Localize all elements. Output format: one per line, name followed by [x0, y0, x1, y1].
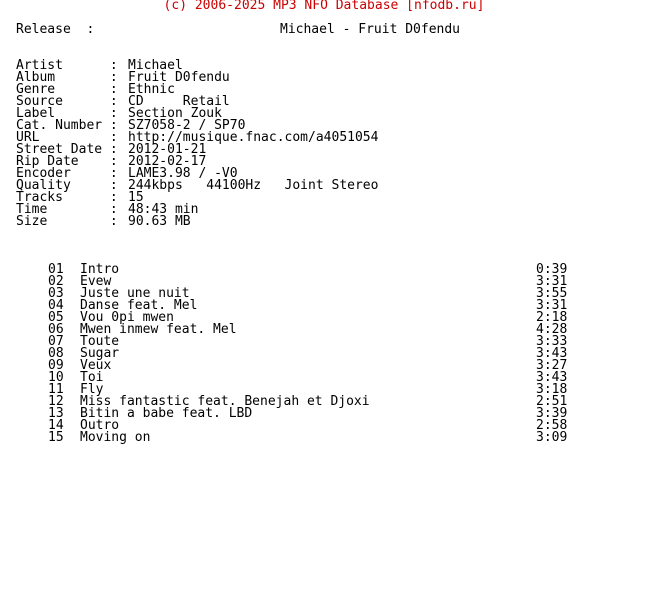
info-value: LAME3.98 / -V0	[128, 166, 238, 181]
track-time: 4:28	[536, 322, 568, 337]
track-title: Evew	[80, 274, 112, 289]
info-key: Size :	[16, 214, 118, 229]
track-title: Outro	[80, 418, 120, 433]
release-label: Release :	[16, 22, 95, 37]
info-key: URL :	[16, 130, 118, 145]
info-value: 2012-01-21	[128, 142, 207, 157]
site-header: (c) 2006-2025 MP3 NFO Database [nfodb.ru]	[163, 0, 485, 13]
track-title: Fly	[80, 382, 104, 397]
info-key: Artist :	[16, 58, 118, 73]
track-time: 3:09	[536, 430, 568, 445]
info-key: Street Date :	[16, 142, 118, 157]
track-title: Mwen inmew feat. Mel	[80, 322, 237, 337]
track-number: 10	[48, 370, 64, 385]
track-time: 3:33	[536, 334, 568, 349]
track-number: 13	[48, 406, 64, 421]
track-time: 2:51	[536, 394, 568, 409]
info-value: Section Zouk	[128, 106, 222, 121]
info-value: 2012-02-17	[128, 154, 207, 169]
track-title: Vou 0pi mwen	[80, 310, 174, 325]
track-number: 08	[48, 346, 64, 361]
info-key: Rip Date :	[16, 154, 118, 169]
track-number: 14	[48, 418, 64, 433]
track-number: 03	[48, 286, 64, 301]
info-value: 48:43 min	[128, 202, 199, 217]
track-time: 3:31	[536, 298, 568, 313]
track-time: 3:27	[536, 358, 568, 373]
track-time: 0:39	[536, 262, 568, 277]
track-time: 3:39	[536, 406, 568, 421]
info-key: Encoder :	[16, 166, 118, 181]
track-number: 09	[48, 358, 64, 373]
track-time: 3:18	[536, 382, 568, 397]
track-number: 04	[48, 298, 64, 313]
info-key: Album :	[16, 70, 118, 85]
info-key: Label :	[16, 106, 118, 121]
info-value: Michael	[128, 58, 183, 73]
info-key: Tracks :	[16, 190, 118, 205]
info-value: SZ7058-2 / SP70	[128, 118, 246, 133]
info-value: Ethnic	[128, 82, 175, 97]
info-key: Source :	[16, 94, 118, 109]
track-title: Danse feat. Mel	[80, 298, 198, 313]
track-number: 15	[48, 430, 64, 445]
track-number: 05	[48, 310, 64, 325]
track-title: Toi	[80, 370, 104, 385]
info-key: Genre :	[16, 82, 118, 97]
track-number: 12	[48, 394, 64, 409]
track-time: 2:58	[536, 418, 568, 433]
track-number: 07	[48, 334, 64, 349]
info-value: CD Retail	[128, 94, 230, 109]
info-value: 15	[128, 190, 144, 205]
track-number: 02	[48, 274, 64, 289]
track-title: Juste une nuit	[80, 286, 190, 301]
info-key: Time :	[16, 202, 118, 217]
track-time: 2:18	[536, 310, 568, 325]
track-title: Toute	[80, 334, 120, 349]
info-value: 244kbps 44100Hz Joint Stereo	[128, 178, 379, 193]
info-value: Fruit D0fendu	[128, 70, 230, 85]
track-title: Veux	[80, 358, 112, 373]
info-value: http://musique.fnac.com/a4051054	[128, 130, 379, 145]
track-title: Miss fantastic feat. Benejah et Djoxi	[80, 394, 370, 409]
track-time: 3:55	[536, 286, 568, 301]
track-title: Moving on	[80, 430, 151, 445]
track-number: 01	[48, 262, 64, 277]
release-value: Michael - Fruit D0fendu	[280, 22, 461, 37]
track-time: 3:31	[536, 274, 568, 289]
info-key: Cat. Number :	[16, 118, 118, 133]
track-time: 3:43	[536, 370, 568, 385]
track-time: 3:43	[536, 346, 568, 361]
track-title: Sugar	[80, 346, 120, 361]
track-title: Bitin a babe feat. LBD	[80, 406, 253, 421]
info-key: Quality :	[16, 178, 118, 193]
track-title: Intro	[80, 262, 120, 277]
info-value: 90.63 MB	[128, 214, 191, 229]
track-number: 06	[48, 322, 64, 337]
track-number: 11	[48, 382, 64, 397]
